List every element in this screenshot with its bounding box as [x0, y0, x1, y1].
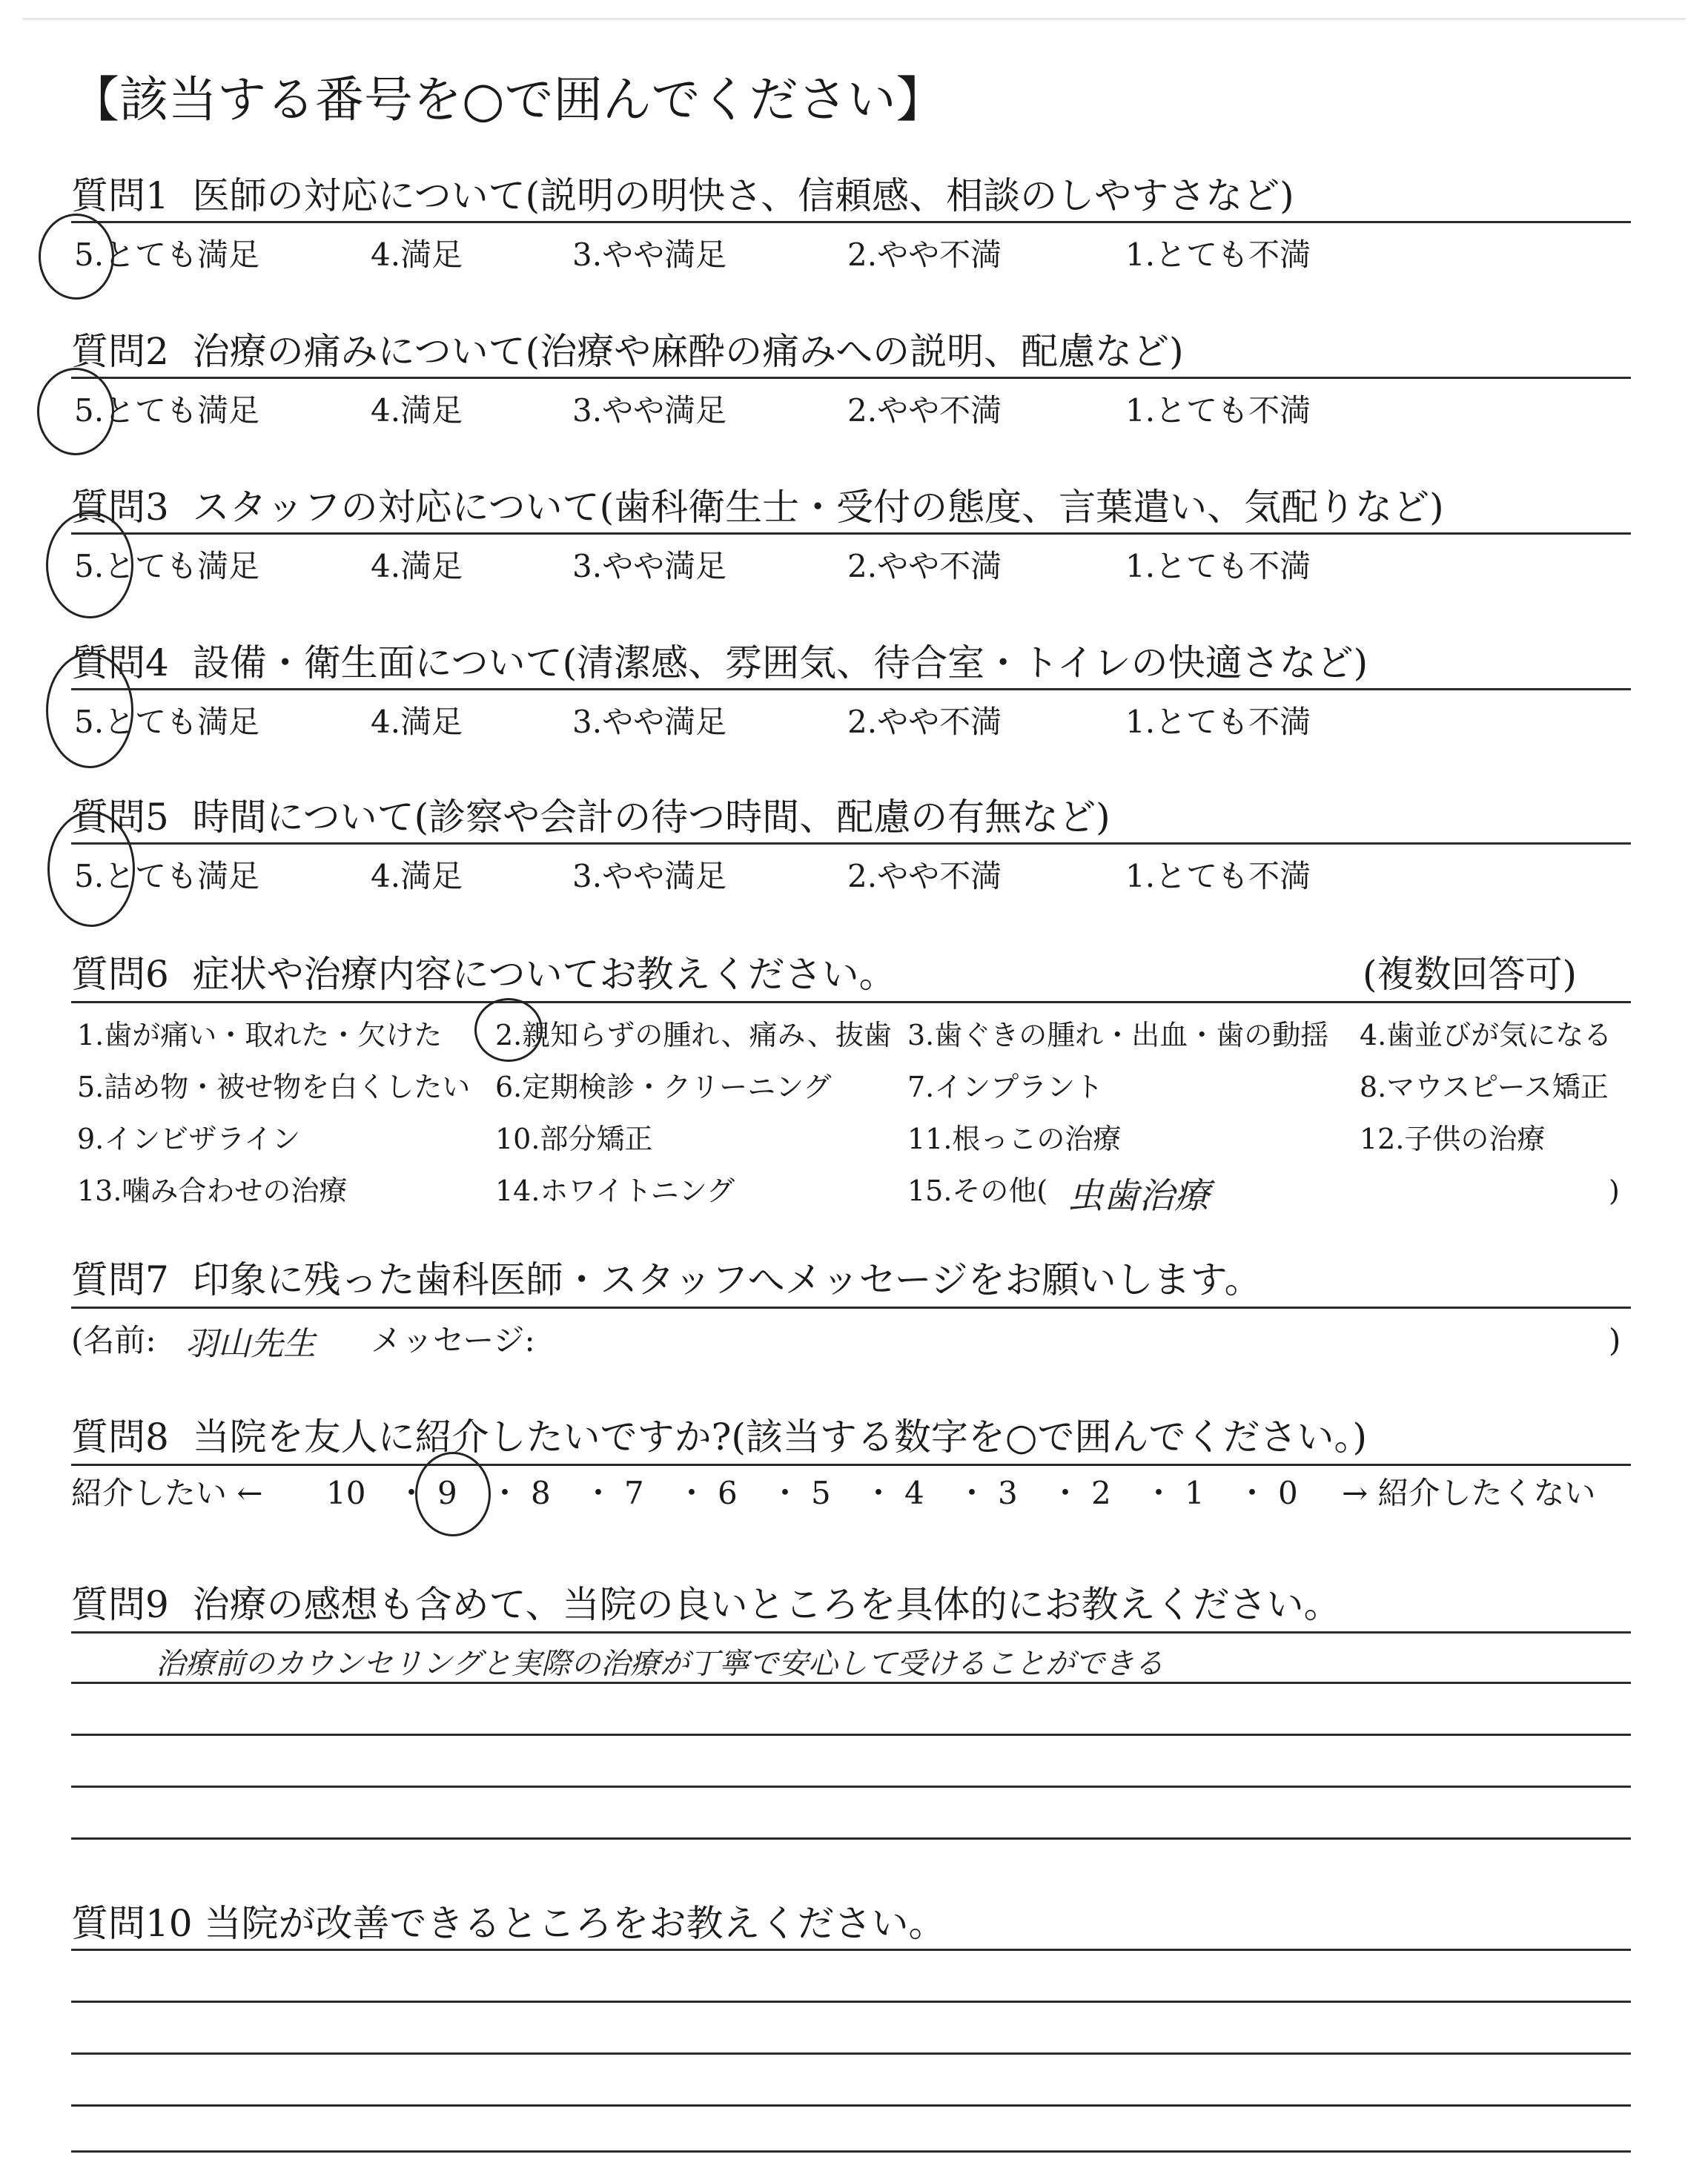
scale-9[interactable]: 9	[437, 1475, 457, 1511]
rule	[71, 1631, 1631, 1634]
rating-option-4[interactable]: 4.満足	[371, 548, 463, 584]
symptom-item[interactable]: 6.定期検診・クリーニング	[495, 1071, 832, 1103]
question-text: 印象に残った歯科医師・スタッフへメッセージをお願いします。	[192, 1258, 1262, 1301]
rating-option-2[interactable]: 2.やや不満	[847, 704, 1002, 740]
question-9-heading	[71, 1581, 1341, 1628]
scale-dot: ・	[583, 1475, 615, 1511]
scale-dot: ・	[863, 1475, 895, 1511]
answer-circle	[46, 653, 133, 768]
rating-option-1[interactable]: 1.とても不満	[1125, 237, 1311, 273]
symptom-item[interactable]: 14.ホワイトニング	[495, 1175, 735, 1207]
rule	[71, 842, 1631, 845]
answer-line	[71, 1837, 1631, 1840]
other-handwritten-answer: 虫歯治療	[1068, 1175, 1211, 1217]
question-text: 医師の対応について(説明の明快さ、信頼感、相談のしやすさなど)	[192, 174, 1294, 217]
scale-8[interactable]: 8	[531, 1475, 551, 1511]
question-4-heading	[71, 639, 1368, 687]
scale-dot: ・	[1050, 1475, 1082, 1511]
question-7-heading	[71, 1256, 1262, 1304]
answer-line	[71, 2104, 1631, 2107]
symptom-item[interactable]: 13.噛み合わせの治療	[77, 1175, 348, 1207]
question-label: 質問4	[71, 641, 169, 684]
rating-option-4[interactable]: 4.満足	[371, 858, 463, 894]
scale-2[interactable]: 2	[1091, 1475, 1111, 1511]
answer-line	[71, 2150, 1631, 2153]
symptom-item[interactable]: 12.子供の治療	[1360, 1123, 1546, 1155]
rating-option-4[interactable]: 4.満足	[371, 392, 463, 429]
question-1-heading	[71, 172, 1294, 219]
rule	[71, 532, 1631, 535]
scale-3[interactable]: 3	[998, 1475, 1018, 1511]
symptom-item[interactable]: 8.マウスピース矯正	[1360, 1071, 1609, 1103]
answer-line	[71, 1734, 1631, 1736]
rating-option-2[interactable]: 2.やや不満	[847, 858, 1002, 894]
scale-dot: ・	[1143, 1475, 1175, 1511]
question-5-heading	[71, 793, 1110, 841]
rating-option-5[interactable]: 5.とても満足	[74, 392, 260, 429]
answer-circle	[47, 811, 135, 927]
rating-option-3[interactable]: 3.やや満足	[572, 392, 727, 429]
symptom-item[interactable]: 2.親知らずの腫れ、痛み、抜歯	[495, 1019, 892, 1051]
question-label: 質問9	[71, 1583, 169, 1626]
answer-line	[71, 1786, 1631, 1788]
survey-title: 【該当する番号を○で囲んでください】	[70, 71, 945, 128]
question-text: 時間について(診察や会計の待つ時間、配慮の有無など)	[192, 796, 1110, 839]
answer-circle	[46, 512, 133, 618]
answer-line	[71, 2001, 1631, 2003]
symptom-item[interactable]: 1.歯が痛い・取れた・欠けた	[77, 1019, 443, 1051]
scale-5[interactable]: 5	[811, 1475, 831, 1511]
symptom-item[interactable]: 9.インビザライン	[77, 1123, 301, 1155]
scale-dot: ・	[489, 1475, 521, 1511]
answer-line	[71, 2052, 1631, 2055]
staff-name-handwritten: 羽山先生	[185, 1325, 316, 1363]
scale-dot: ・	[676, 1475, 708, 1511]
question-6-heading	[71, 951, 896, 998]
symptom-item[interactable]: 4.歯並びが気になる	[1360, 1019, 1612, 1051]
symptom-item[interactable]: 5.詰め物・被せ物を白くしたい	[77, 1071, 471, 1103]
answer-circle	[37, 368, 114, 455]
question-text: 症状や治療内容についてお教えください。	[192, 953, 896, 996]
answer-circle	[415, 1452, 491, 1536]
question-label: 質問6	[71, 953, 169, 996]
question-3-heading	[71, 483, 1444, 531]
good-points-handwritten: 治療前のカウンセリングと実際の治療が丁寧で安心して受けることができる	[156, 1647, 1164, 1681]
message-label: メッセージ:	[371, 1322, 535, 1358]
scale-10[interactable]: 10	[326, 1475, 366, 1511]
answer-line	[71, 1682, 1631, 1684]
question-10-heading	[71, 1900, 946, 1947]
question-text: 当院を友人に紹介したいですか?(該当する数字を○で囲んでください。)	[192, 1416, 1368, 1459]
scale-7[interactable]: 7	[624, 1475, 644, 1511]
answer-circle	[474, 998, 543, 1062]
scale-dot: ・	[956, 1475, 988, 1511]
question-text: 設備・衛生面について(清潔感、雰囲気、待合室・トイレの快適さなど)	[192, 641, 1368, 684]
question-label: 質問7	[71, 1258, 169, 1301]
recommend-left-label: 紹介したい ←	[71, 1475, 263, 1511]
question-label: 質問10	[71, 1902, 193, 1945]
question-text: 治療の痛みについて(治療や麻酔の痛みへの説明、配慮など)	[192, 330, 1184, 373]
question-label: 質問5	[71, 796, 169, 839]
rating-option-3[interactable]: 3.やや満足	[572, 858, 727, 894]
scale-6[interactable]: 6	[718, 1475, 738, 1511]
rule	[71, 1001, 1631, 1003]
rating-option-2[interactable]: 2.やや不満	[847, 237, 1002, 273]
symptom-item[interactable]: 3.歯ぐきの腫れ・出血・歯の動揺	[907, 1019, 1329, 1051]
question-label: 質問3	[71, 486, 169, 529]
rating-option-5[interactable]: 5.とても満足	[74, 548, 260, 584]
question-text: 治療の感想も含めて、当院の良いところを具体的にお教えください。	[192, 1583, 1341, 1626]
answer-circle	[39, 214, 114, 300]
question-label: 質問2	[71, 330, 169, 373]
rule	[71, 1464, 1631, 1466]
rating-option-4[interactable]: 4.満足	[371, 237, 463, 273]
rule	[71, 1949, 1631, 1951]
question-2-heading	[71, 328, 1184, 375]
scale-0[interactable]: 0	[1278, 1475, 1298, 1511]
multiple-answer-note: (複数回答可)	[1363, 953, 1578, 996]
rating-option-3[interactable]: 3.やや満足	[572, 704, 727, 740]
symptom-item[interactable]: 7.インプラント	[907, 1071, 1104, 1103]
symptom-item[interactable]: 10.部分矯正	[495, 1123, 653, 1155]
scale-dot: ・	[769, 1475, 801, 1511]
other-close-paren: )	[1609, 1175, 1620, 1207]
scale-1[interactable]: 1	[1185, 1475, 1205, 1511]
symptom-item[interactable]: 15.その他(	[907, 1175, 1048, 1207]
rule	[71, 221, 1631, 223]
rating-option-1[interactable]: 1.とても不満	[1125, 704, 1311, 740]
scale-4[interactable]: 4	[904, 1475, 924, 1511]
question-text: 当院が改善できるところをお教えください。	[204, 1902, 946, 1945]
question-label: 質問1	[71, 174, 169, 217]
rating-option-5[interactable]: 5.とても満足	[74, 237, 260, 273]
question-text: スタッフの対応について(歯科衛生士・受付の態度、言葉遣い、気配りなど)	[192, 486, 1444, 529]
rule	[71, 1307, 1631, 1309]
rating-option-4[interactable]: 4.満足	[371, 704, 463, 740]
rating-option-3[interactable]: 3.やや満足	[572, 548, 727, 584]
rule	[71, 377, 1631, 379]
message-close-paren: )	[1609, 1322, 1621, 1358]
question-8-heading	[71, 1413, 1367, 1461]
rating-option-2[interactable]: 2.やや不満	[847, 392, 1002, 429]
rating-option-3[interactable]: 3.やや満足	[572, 237, 727, 273]
rule	[71, 688, 1631, 690]
scale-dot: ・	[1237, 1475, 1268, 1511]
rating-option-5[interactable]: 5.とても満足	[74, 704, 260, 740]
question-label: 質問8	[71, 1416, 169, 1459]
symptom-item[interactable]: 11.根っこの治療	[907, 1123, 1122, 1155]
recommend-right-label: → 紹介したくない	[1342, 1475, 1596, 1511]
name-label: (名前:	[71, 1322, 156, 1358]
rating-option-5[interactable]: 5.とても満足	[74, 858, 260, 894]
rating-option-1[interactable]: 1.とても不満	[1125, 858, 1311, 894]
rating-option-1[interactable]: 1.とても不満	[1125, 392, 1311, 429]
scale-dot: ・	[396, 1475, 428, 1511]
rating-option-2[interactable]: 2.やや不満	[847, 548, 1002, 584]
page-top-border	[22, 18, 1686, 20]
rating-option-1[interactable]: 1.とても不満	[1125, 548, 1311, 584]
